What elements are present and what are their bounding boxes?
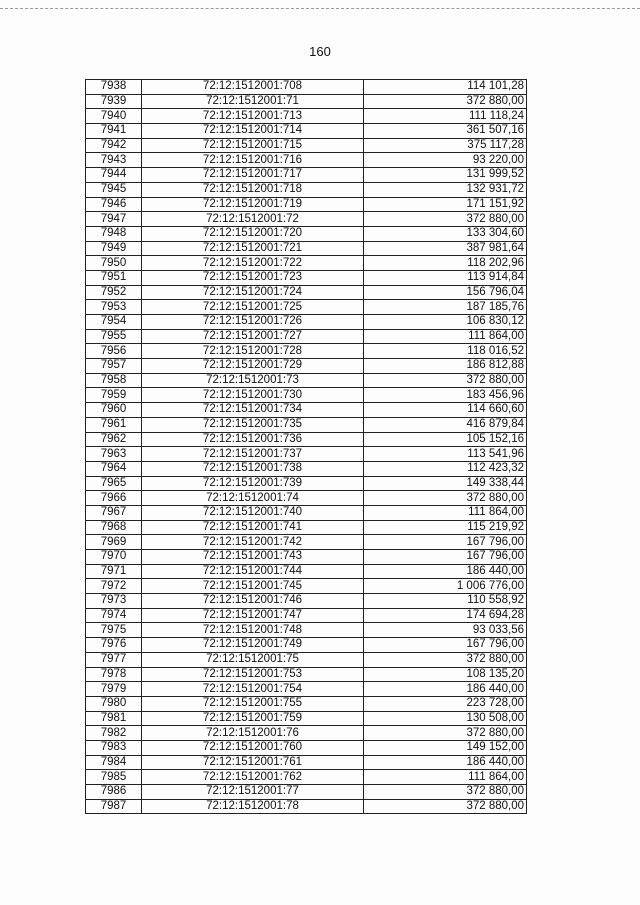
row-number-cell: 7952 [86, 285, 142, 300]
cadastral-number-cell: 72:12:1512001:75 [142, 652, 364, 667]
row-number-cell: 7959 [86, 388, 142, 403]
row-number-cell: 7943 [86, 153, 142, 168]
cadastral-number-cell: 72:12:1512001:73 [142, 373, 364, 388]
row-number-cell: 7976 [86, 638, 142, 653]
value-cell: 93 033,56 [364, 623, 527, 638]
row-number-cell: 7962 [86, 432, 142, 447]
value-cell: 1 006 776,00 [364, 579, 527, 594]
value-cell: 372 880,00 [364, 652, 527, 667]
row-number-cell: 7955 [86, 329, 142, 344]
cadastral-number-cell: 72:12:1512001:708 [142, 80, 364, 95]
table-row [86, 770, 527, 785]
table-row [86, 652, 527, 667]
table-row [86, 711, 527, 726]
row-number-cell: 7951 [86, 270, 142, 285]
cadastral-number-cell: 72:12:1512001:759 [142, 711, 364, 726]
row-number-cell: 7960 [86, 403, 142, 418]
value-cell: 416 879,84 [364, 417, 527, 432]
cadastral-number-cell: 72:12:1512001:742 [142, 535, 364, 550]
cadastral-number-cell: 72:12:1512001:739 [142, 476, 364, 491]
value-cell: 387 981,64 [364, 241, 527, 256]
row-number-cell: 7941 [86, 124, 142, 139]
cadastral-table [85, 79, 527, 814]
row-number-cell: 7985 [86, 770, 142, 785]
table-row [86, 241, 527, 256]
row-number-cell: 7965 [86, 476, 142, 491]
value-cell: 130 508,00 [364, 711, 527, 726]
value-cell: 131 999,52 [364, 168, 527, 183]
table-row [86, 623, 527, 638]
value-cell: 111 864,00 [364, 770, 527, 785]
cadastral-number-cell: 72:12:1512001:74 [142, 491, 364, 506]
table-row [86, 447, 527, 462]
value-cell: 186 812,88 [364, 359, 527, 374]
row-number-cell: 7954 [86, 315, 142, 330]
table-row [86, 417, 527, 432]
row-number-cell: 7972 [86, 579, 142, 594]
cadastral-number-cell: 72:12:1512001:72 [142, 212, 364, 227]
table-row [86, 755, 527, 770]
value-cell: 167 796,00 [364, 638, 527, 653]
cadastral-number-cell: 72:12:1512001:741 [142, 520, 364, 535]
value-cell: 115 219,92 [364, 520, 527, 535]
row-number-cell: 7980 [86, 696, 142, 711]
value-cell: 223 728,00 [364, 696, 527, 711]
cadastral-number-cell: 72:12:1512001:720 [142, 226, 364, 241]
row-number-cell: 7942 [86, 138, 142, 153]
row-number-cell: 7946 [86, 197, 142, 212]
value-cell: 112 423,32 [364, 461, 527, 476]
table-row [86, 638, 527, 653]
value-cell: 372 880,00 [364, 94, 527, 109]
value-cell: 106 830,12 [364, 315, 527, 330]
cadastral-number-cell: 72:12:1512001:713 [142, 109, 364, 124]
row-number-cell: 7956 [86, 344, 142, 359]
cadastral-number-cell: 72:12:1512001:749 [142, 638, 364, 653]
cadastral-number-cell: 72:12:1512001:736 [142, 432, 364, 447]
row-number-cell: 7967 [86, 505, 142, 520]
row-number-cell: 7970 [86, 550, 142, 565]
cadastral-number-cell: 72:12:1512001:722 [142, 256, 364, 271]
cadastral-number-cell: 72:12:1512001:77 [142, 785, 364, 800]
row-number-cell: 7971 [86, 564, 142, 579]
value-cell: 105 152,16 [364, 432, 527, 447]
table-row [86, 594, 527, 609]
cadastral-number-cell: 72:12:1512001:745 [142, 579, 364, 594]
value-cell: 186 440,00 [364, 755, 527, 770]
table-row [86, 124, 527, 139]
table-row [86, 550, 527, 565]
value-cell: 149 338,44 [364, 476, 527, 491]
row-number-cell: 7973 [86, 594, 142, 609]
cadastral-number-cell: 72:12:1512001:734 [142, 403, 364, 418]
value-cell: 372 880,00 [364, 785, 527, 800]
value-cell: 187 185,76 [364, 300, 527, 315]
row-number-cell: 7947 [86, 212, 142, 227]
scan-edge-line [0, 8, 640, 9]
row-number-cell: 7968 [86, 520, 142, 535]
table-row [86, 153, 527, 168]
cadastral-number-cell: 72:12:1512001:721 [142, 241, 364, 256]
table-row [86, 256, 527, 271]
table-body [86, 80, 527, 814]
cadastral-number-cell: 72:12:1512001:719 [142, 197, 364, 212]
cadastral-number-cell: 72:12:1512001:730 [142, 388, 364, 403]
table-row [86, 579, 527, 594]
value-cell: 375 117,28 [364, 138, 527, 153]
row-number-cell: 7981 [86, 711, 142, 726]
value-cell: 372 880,00 [364, 491, 527, 506]
value-cell: 113 541,96 [364, 447, 527, 462]
cadastral-number-cell: 72:12:1512001:744 [142, 564, 364, 579]
table-row [86, 80, 527, 95]
table-row [86, 505, 527, 520]
table-row [86, 682, 527, 697]
row-number-cell: 7986 [86, 785, 142, 800]
table-row [86, 182, 527, 197]
value-cell: 167 796,00 [364, 535, 527, 550]
row-number-cell: 7940 [86, 109, 142, 124]
row-number-cell: 7978 [86, 667, 142, 682]
table-row [86, 520, 527, 535]
table-row [86, 270, 527, 285]
row-number-cell: 7975 [86, 623, 142, 638]
row-number-cell: 7963 [86, 447, 142, 462]
cadastral-number-cell: 72:12:1512001:747 [142, 608, 364, 623]
value-cell: 113 914,84 [364, 270, 527, 285]
row-number-cell: 7984 [86, 755, 142, 770]
table-row [86, 564, 527, 579]
table-row [86, 373, 527, 388]
row-number-cell: 7983 [86, 740, 142, 755]
table-row [86, 432, 527, 447]
row-number-cell: 7987 [86, 799, 142, 814]
value-cell: 118 202,96 [364, 256, 527, 271]
cadastral-number-cell: 72:12:1512001:738 [142, 461, 364, 476]
cadastral-number-cell: 72:12:1512001:729 [142, 359, 364, 374]
table-row [86, 197, 527, 212]
table-row [86, 315, 527, 330]
row-number-cell: 7945 [86, 182, 142, 197]
cadastral-number-cell: 72:12:1512001:718 [142, 182, 364, 197]
row-number-cell: 7982 [86, 726, 142, 741]
value-cell: 149 152,00 [364, 740, 527, 755]
table-row [86, 212, 527, 227]
row-number-cell: 7957 [86, 359, 142, 374]
cadastral-number-cell: 72:12:1512001:748 [142, 623, 364, 638]
value-cell: 111 118,24 [364, 109, 527, 124]
value-cell: 186 440,00 [364, 682, 527, 697]
value-cell: 174 694,28 [364, 608, 527, 623]
row-number-cell: 7950 [86, 256, 142, 271]
cadastral-number-cell: 72:12:1512001:71 [142, 94, 364, 109]
table-row [86, 329, 527, 344]
cadastral-number-cell: 72:12:1512001:735 [142, 417, 364, 432]
cadastral-number-cell: 72:12:1512001:743 [142, 550, 364, 565]
cadastral-number-cell: 72:12:1512001:755 [142, 696, 364, 711]
row-number-cell: 7966 [86, 491, 142, 506]
table-row [86, 726, 527, 741]
table-row [86, 491, 527, 506]
row-number-cell: 7969 [86, 535, 142, 550]
value-cell: 171 151,92 [364, 197, 527, 212]
cadastral-number-cell: 72:12:1512001:715 [142, 138, 364, 153]
row-number-cell: 7958 [86, 373, 142, 388]
cadastral-number-cell: 72:12:1512001:725 [142, 300, 364, 315]
value-cell: 156 796,04 [364, 285, 527, 300]
row-number-cell: 7961 [86, 417, 142, 432]
cadastral-number-cell: 72:12:1512001:740 [142, 505, 364, 520]
cadastral-number-cell: 72:12:1512001:737 [142, 447, 364, 462]
table-row [86, 138, 527, 153]
row-number-cell: 7977 [86, 652, 142, 667]
table-row [86, 785, 527, 800]
value-cell: 93 220,00 [364, 153, 527, 168]
row-number-cell: 7974 [86, 608, 142, 623]
table-row [86, 300, 527, 315]
cadastral-number-cell: 72:12:1512001:717 [142, 168, 364, 183]
cadastral-number-cell: 72:12:1512001:728 [142, 344, 364, 359]
table-row [86, 696, 527, 711]
value-cell: 133 304,60 [364, 226, 527, 241]
cadastral-number-cell: 72:12:1512001:723 [142, 270, 364, 285]
value-cell: 118 016,52 [364, 344, 527, 359]
row-number-cell: 7938 [86, 80, 142, 95]
table-row [86, 226, 527, 241]
value-cell: 372 880,00 [364, 799, 527, 814]
value-cell: 372 880,00 [364, 373, 527, 388]
table-row [86, 667, 527, 682]
table-row [86, 344, 527, 359]
page-number: 160 [309, 44, 331, 59]
cadastral-number-cell: 72:12:1512001:716 [142, 153, 364, 168]
cadastral-number-cell: 72:12:1512001:78 [142, 799, 364, 814]
table-row [86, 608, 527, 623]
table-row [86, 168, 527, 183]
value-cell: 361 507,16 [364, 124, 527, 139]
value-cell: 372 880,00 [364, 212, 527, 227]
cadastral-number-cell: 72:12:1512001:753 [142, 667, 364, 682]
value-cell: 167 796,00 [364, 550, 527, 565]
cadastral-number-cell: 72:12:1512001:76 [142, 726, 364, 741]
table-row [86, 403, 527, 418]
cadastral-number-cell: 72:12:1512001:714 [142, 124, 364, 139]
cadastral-number-cell: 72:12:1512001:760 [142, 740, 364, 755]
cadastral-number-cell: 72:12:1512001:727 [142, 329, 364, 344]
value-cell: 114 660,60 [364, 403, 527, 418]
table-row [86, 476, 527, 491]
table-row [86, 94, 527, 109]
table-row [86, 799, 527, 814]
table-row [86, 461, 527, 476]
value-cell: 186 440,00 [364, 564, 527, 579]
cadastral-number-cell: 72:12:1512001:761 [142, 755, 364, 770]
cadastral-number-cell: 72:12:1512001:762 [142, 770, 364, 785]
value-cell: 183 456,96 [364, 388, 527, 403]
cadastral-number-cell: 72:12:1512001:724 [142, 285, 364, 300]
table-row [86, 535, 527, 550]
value-cell: 108 135,20 [364, 667, 527, 682]
table-row [86, 285, 527, 300]
row-number-cell: 7948 [86, 226, 142, 241]
value-cell: 110 558,92 [364, 594, 527, 609]
value-cell: 372 880,00 [364, 726, 527, 741]
table-row [86, 388, 527, 403]
table-row [86, 740, 527, 755]
cadastral-number-cell: 72:12:1512001:746 [142, 594, 364, 609]
row-number-cell: 7964 [86, 461, 142, 476]
value-cell: 114 101,28 [364, 80, 527, 95]
row-number-cell: 7949 [86, 241, 142, 256]
row-number-cell: 7939 [86, 94, 142, 109]
table-row [86, 109, 527, 124]
row-number-cell: 7979 [86, 682, 142, 697]
cadastral-number-cell: 72:12:1512001:754 [142, 682, 364, 697]
row-number-cell: 7953 [86, 300, 142, 315]
row-number-cell: 7944 [86, 168, 142, 183]
cadastral-number-cell: 72:12:1512001:726 [142, 315, 364, 330]
value-cell: 132 931,72 [364, 182, 527, 197]
value-cell: 111 864,00 [364, 329, 527, 344]
value-cell: 111 864,00 [364, 505, 527, 520]
table-row [86, 359, 527, 374]
